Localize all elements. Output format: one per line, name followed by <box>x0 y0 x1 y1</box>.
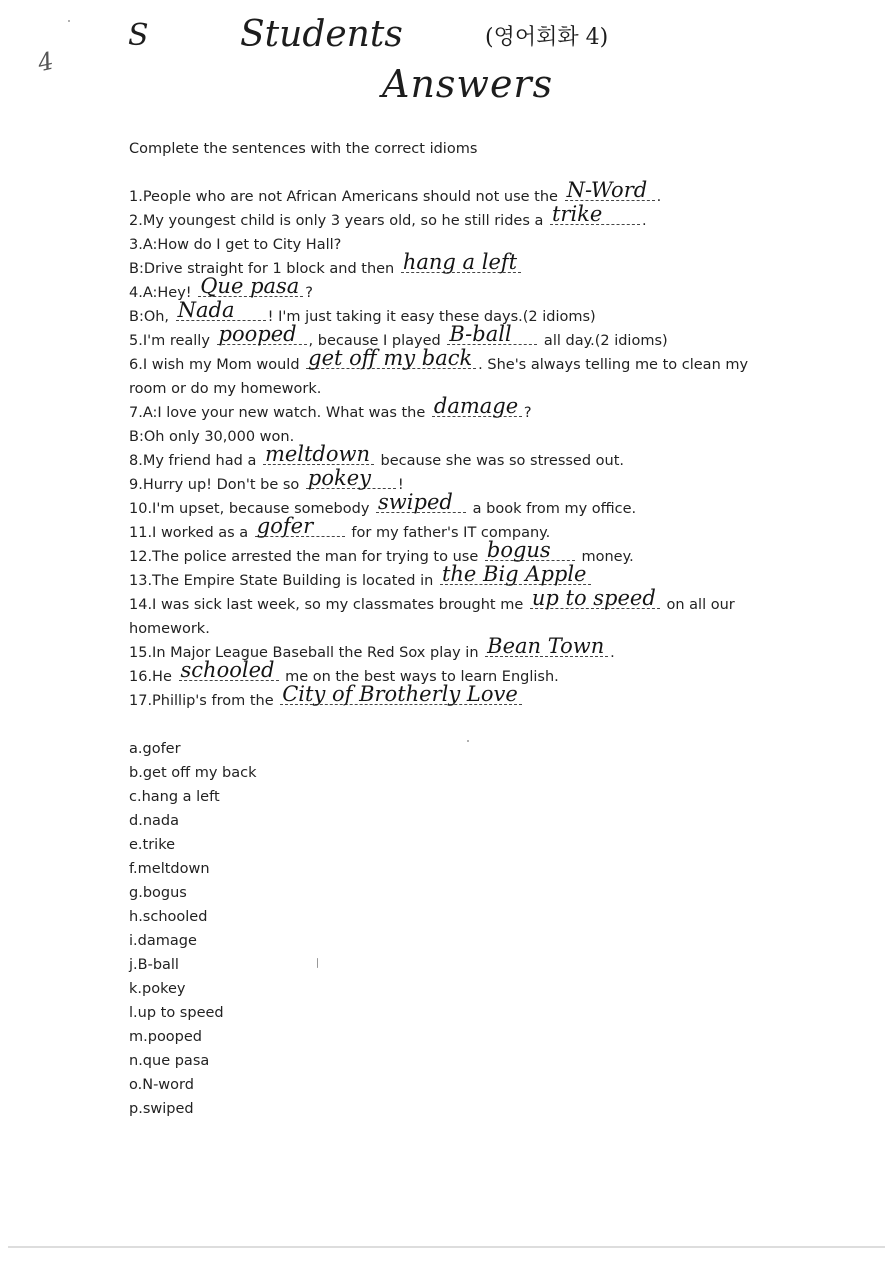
question-text: on all our homework. <box>129 597 735 637</box>
idiom-option: e.trike <box>129 837 176 853</box>
title-answers: Answers <box>382 62 554 106</box>
idiom-option: k.pokey <box>129 981 186 997</box>
answer-blank[interactable] <box>485 634 608 658</box>
question-text: . <box>641 213 647 229</box>
handwritten-answer: hang a left <box>402 250 518 274</box>
question-text: 6.I wish my Mom would <box>129 357 305 373</box>
answer-blank[interactable] <box>306 346 476 370</box>
answer-blank[interactable] <box>432 394 522 418</box>
question-text: 3.A:How do I get to City Hall? <box>129 237 342 253</box>
scan-edge <box>8 1246 885 1248</box>
question-text: 13.The Empire State Building is located in <box>129 573 438 589</box>
question-line <box>129 682 769 713</box>
answer-blank[interactable] <box>179 658 279 682</box>
handwritten-answer: damage <box>433 394 519 418</box>
idiom-option: p.swiped <box>129 1101 194 1117</box>
answer-blank[interactable] <box>198 274 303 298</box>
idiom-option: m.pooped <box>129 1029 203 1045</box>
idiom-option: j.B-ball <box>129 957 179 973</box>
question-text: . <box>656 189 662 205</box>
answer-blank[interactable] <box>376 490 466 514</box>
question-line <box>129 394 769 425</box>
handwritten-answer: swiped <box>378 490 453 514</box>
question-text: 2.My youngest child is only 3 years old, so he still rides a <box>129 213 548 229</box>
answer-blank[interactable] <box>440 562 591 586</box>
question-text: 5.I'm really <box>129 333 215 349</box>
handwritten-answer: get off my back <box>308 346 473 370</box>
question-text: , because I played <box>308 333 446 349</box>
instructions: Complete the sentences with the correct idioms <box>129 141 478 157</box>
question-text: ? <box>523 405 532 421</box>
question-text: a book from my office. <box>468 501 637 517</box>
idiom-option: a.gofer <box>129 741 181 757</box>
answer-blank[interactable] <box>263 442 374 466</box>
question-list <box>129 178 769 713</box>
answer-blank[interactable] <box>306 466 396 490</box>
idiom-option: o.N-word <box>129 1077 194 1093</box>
question-text: me on the best ways to learn English. <box>280 669 559 685</box>
question-text: money. <box>576 549 634 565</box>
idiom-option: h.schooled <box>129 909 208 925</box>
answer-blank[interactable] <box>401 250 521 274</box>
handwritten-answer: the Big Apple <box>441 562 587 586</box>
question-text: 9.Hurry up! Don't be so <box>129 477 304 493</box>
question-line <box>129 562 769 593</box>
handwritten-answer: Que pasa <box>200 274 300 298</box>
question-text: for my father's IT company. <box>346 525 551 541</box>
question-text: 1.People who are not African Americans should not use the <box>129 189 563 205</box>
handwritten-answer: Nada <box>177 298 235 322</box>
corner-mark: 4 <box>35 46 57 78</box>
handwritten-answer: trike <box>551 202 603 226</box>
question-text: B:Oh only 30,000 won. <box>129 429 295 445</box>
question-text: B:Drive straight for 1 block and then <box>129 261 399 277</box>
paper-speck <box>467 740 469 742</box>
idiom-option: i.damage <box>129 933 197 949</box>
question-text: . <box>610 645 615 661</box>
answer-blank[interactable] <box>447 322 537 346</box>
question-text: 10.I'm upset, because somebody <box>129 501 375 517</box>
handwritten-answer: B-ball <box>449 322 512 346</box>
idiom-option: l.up to speed <box>129 1005 224 1021</box>
question-text: because she was so stressed out. <box>375 453 625 469</box>
question-text: 4.A:Hey! <box>129 285 197 301</box>
answer-blank[interactable] <box>217 322 307 346</box>
question-text: ? <box>305 285 313 301</box>
handwritten-answer: City of Brotherly Love <box>282 682 518 706</box>
question-text: 17.Phillip's from the <box>129 693 279 709</box>
idiom-option: f.meltdown <box>129 861 210 877</box>
answer-blank[interactable] <box>255 514 345 538</box>
idiom-option: c.hang a left <box>129 789 220 805</box>
handwritten-answer: gofer <box>256 514 314 538</box>
idiom-option: d.nada <box>129 813 179 829</box>
handwritten-answer: N-Word <box>566 178 648 202</box>
handwritten-answer: schooled <box>180 658 275 682</box>
question-text: 12.The police arrested the man for trying to use <box>129 549 483 565</box>
title-students: Students <box>240 14 403 55</box>
question-line <box>129 514 769 545</box>
handwritten-answer: meltdown <box>264 442 371 466</box>
question-text: all day.(2 idioms) <box>539 333 668 349</box>
question-text: 8.My friend had a <box>129 453 261 469</box>
handwritten-answer: pooped <box>218 322 297 346</box>
idiom-option: n.que pasa <box>129 1053 210 1069</box>
answer-blank[interactable] <box>280 682 522 706</box>
question-text: B:Oh, <box>129 309 174 325</box>
paper-speck <box>68 20 70 22</box>
question-line <box>129 442 769 473</box>
question-text: 7.A:I love your new watch. What was the <box>129 405 430 421</box>
handwritten-answer: bogus <box>486 538 551 562</box>
idiom-option: g.bogus <box>129 885 187 901</box>
paper-speck <box>317 958 318 968</box>
question-text: . She's always telling me to clean my room or do my homework. <box>129 357 749 397</box>
question-text: 11.I worked as a <box>129 525 253 541</box>
question-line <box>129 490 769 521</box>
answer-blank[interactable] <box>485 538 575 562</box>
answer-blank[interactable] <box>176 298 266 322</box>
question-text: ! I'm just taking it easy these days.(2 idioms) <box>267 309 596 325</box>
question-line <box>129 425 769 449</box>
idiom-options-list <box>129 737 256 1121</box>
answer-blank[interactable] <box>565 178 655 202</box>
question-text: 16.He <box>129 669 177 685</box>
handwritten-answer: up to speed <box>531 586 656 610</box>
handwritten-answer: Bean Town <box>487 634 605 658</box>
question-text: ! <box>397 477 404 493</box>
answer-blank[interactable] <box>530 586 660 610</box>
handwritten-s-mark: S <box>128 18 149 53</box>
handwritten-answer: pokey <box>307 466 371 490</box>
question-line <box>129 178 769 209</box>
course-note: (영어회화 4) <box>485 25 609 50</box>
question-text: 15.In Major League Baseball the Red Sox play in <box>129 645 484 661</box>
question-line <box>129 586 769 641</box>
idiom-option: b.get off my back <box>129 765 257 781</box>
question-line <box>129 202 769 233</box>
answer-blank[interactable] <box>550 202 640 226</box>
question-text: 14.I was sick last week, so my classmates brought me <box>129 597 528 613</box>
